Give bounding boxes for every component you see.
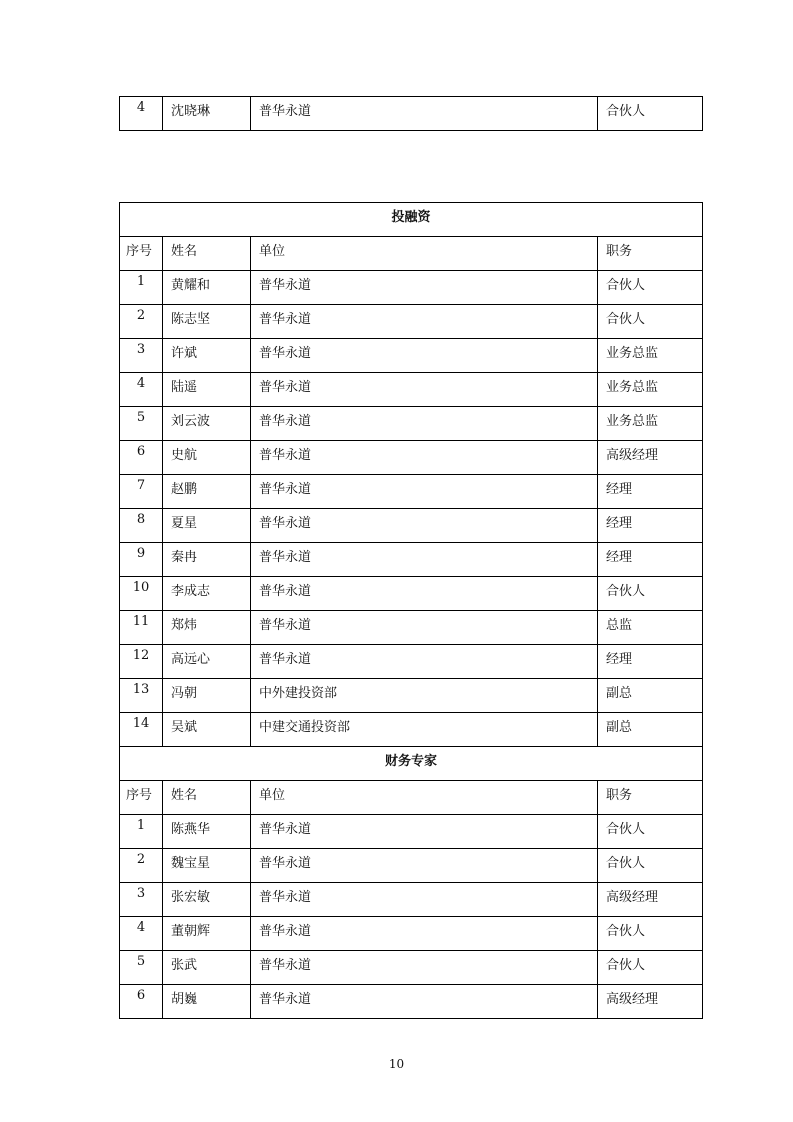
- name-cell: 夏星: [163, 509, 251, 543]
- header-seq: 序号: [120, 781, 163, 815]
- header-title: 职务: [598, 237, 703, 271]
- header-row: [120, 781, 703, 815]
- title-cell: 经理: [598, 509, 703, 543]
- table-row: [120, 97, 703, 131]
- name-cell: 董朝辉: [163, 917, 251, 951]
- table-row: [120, 271, 703, 305]
- title-cell: 合伙人: [598, 951, 703, 985]
- table-row: [120, 849, 703, 883]
- continued-table: [119, 96, 703, 131]
- seq-cell: 4: [120, 373, 163, 407]
- name-cell: 张武: [163, 951, 251, 985]
- org-cell: 普华永道: [251, 373, 598, 407]
- name-cell: 李成志: [163, 577, 251, 611]
- table-row: [120, 305, 703, 339]
- seq-cell: 1: [120, 271, 163, 305]
- table-row: [120, 679, 703, 713]
- name-cell: 郑炜: [163, 611, 251, 645]
- table-row: [120, 985, 703, 1019]
- org-cell: 普华永道: [251, 97, 598, 131]
- table-row: [120, 951, 703, 985]
- title-cell: 高级经理: [598, 985, 703, 1019]
- title-cell: 合伙人: [598, 577, 703, 611]
- name-cell: 陈燕华: [163, 815, 251, 849]
- table-row: [120, 611, 703, 645]
- seq-cell: 7: [120, 475, 163, 509]
- title-cell: 副总: [598, 713, 703, 747]
- org-cell: 普华永道: [251, 849, 598, 883]
- section-title-row: [120, 747, 703, 781]
- org-cell: 普华永道: [251, 543, 598, 577]
- seq-cell: 1: [120, 815, 163, 849]
- title-cell: 合伙人: [598, 271, 703, 305]
- table-row: [120, 577, 703, 611]
- seq-cell: 13: [120, 679, 163, 713]
- org-cell: 普华永道: [251, 815, 598, 849]
- table-row: [120, 441, 703, 475]
- title-cell: 业务总监: [598, 407, 703, 441]
- header-name: 姓名: [163, 237, 251, 271]
- seq-cell: 14: [120, 713, 163, 747]
- header-org: 单位: [251, 781, 598, 815]
- title-cell: 经理: [598, 475, 703, 509]
- table-row: [120, 475, 703, 509]
- org-cell: 普华永道: [251, 271, 598, 305]
- name-cell: 张宏敏: [163, 883, 251, 917]
- title-cell: 副总: [598, 679, 703, 713]
- section-title: 财务专家: [120, 747, 703, 781]
- name-cell: 秦冉: [163, 543, 251, 577]
- seq-cell: 5: [120, 951, 163, 985]
- seq-cell: 6: [120, 985, 163, 1019]
- table-row: [120, 339, 703, 373]
- page-number: 10: [388, 1057, 405, 1071]
- title-cell: 合伙人: [598, 917, 703, 951]
- name-cell: 陆遥: [163, 373, 251, 407]
- title-cell: 经理: [598, 543, 703, 577]
- name-cell: 沈晓琳: [163, 97, 251, 131]
- header-org: 单位: [251, 237, 598, 271]
- title-cell: 总监: [598, 611, 703, 645]
- org-cell: 普华永道: [251, 577, 598, 611]
- table-row: [120, 373, 703, 407]
- name-cell: 高远心: [163, 645, 251, 679]
- table-row: [120, 407, 703, 441]
- seq-cell: 8: [120, 509, 163, 543]
- table-row: [120, 883, 703, 917]
- seq-cell: 6: [120, 441, 163, 475]
- org-cell: 普华永道: [251, 305, 598, 339]
- table-row: [120, 815, 703, 849]
- org-cell: 普华永道: [251, 441, 598, 475]
- header-row: [120, 237, 703, 271]
- title-cell: 合伙人: [598, 849, 703, 883]
- title-cell: 合伙人: [598, 305, 703, 339]
- title-cell: 业务总监: [598, 339, 703, 373]
- org-cell: 普华永道: [251, 407, 598, 441]
- name-cell: 赵鹏: [163, 475, 251, 509]
- section-title: 投融资: [120, 203, 703, 237]
- name-cell: 黄耀和: [163, 271, 251, 305]
- org-cell: 中外建投资部: [251, 679, 598, 713]
- name-cell: 陈志坚: [163, 305, 251, 339]
- org-cell: 普华永道: [251, 985, 598, 1019]
- title-cell: 业务总监: [598, 373, 703, 407]
- header-title: 职务: [598, 781, 703, 815]
- header-name: 姓名: [163, 781, 251, 815]
- header-seq: 序号: [120, 237, 163, 271]
- seq-cell: 4: [120, 917, 163, 951]
- org-cell: 普华永道: [251, 917, 598, 951]
- title-cell: 高级经理: [598, 441, 703, 475]
- table-row: [120, 543, 703, 577]
- name-cell: 胡巍: [163, 985, 251, 1019]
- section-title-row: [120, 203, 703, 237]
- seq-cell: 10: [120, 577, 163, 611]
- name-cell: 魏宝星: [163, 849, 251, 883]
- seq-cell: 2: [120, 849, 163, 883]
- name-cell: 吴斌: [163, 713, 251, 747]
- org-cell: 普华永道: [251, 645, 598, 679]
- title-cell: 高级经理: [598, 883, 703, 917]
- seq-cell: 3: [120, 883, 163, 917]
- seq-cell: 9: [120, 543, 163, 577]
- org-cell: 普华永道: [251, 951, 598, 985]
- seq-cell: 3: [120, 339, 163, 373]
- org-cell: 普华永道: [251, 611, 598, 645]
- table-row: [120, 917, 703, 951]
- org-cell: 普华永道: [251, 509, 598, 543]
- seq-cell: 2: [120, 305, 163, 339]
- table-row: [120, 509, 703, 543]
- title-cell: 合伙人: [598, 97, 703, 131]
- table-row: [120, 645, 703, 679]
- org-cell: 普华永道: [251, 475, 598, 509]
- seq-cell: 12: [120, 645, 163, 679]
- org-cell: 普华永道: [251, 883, 598, 917]
- seq-cell: 5: [120, 407, 163, 441]
- name-cell: 史航: [163, 441, 251, 475]
- title-cell: 合伙人: [598, 815, 703, 849]
- expert-table: [119, 202, 703, 1019]
- org-cell: 中建交通投资部: [251, 713, 598, 747]
- seq-cell: 11: [120, 611, 163, 645]
- seq-cell: 4: [120, 97, 163, 131]
- title-cell: 经理: [598, 645, 703, 679]
- org-cell: 普华永道: [251, 339, 598, 373]
- name-cell: 冯朝: [163, 679, 251, 713]
- name-cell: 许斌: [163, 339, 251, 373]
- table-row: [120, 713, 703, 747]
- name-cell: 刘云波: [163, 407, 251, 441]
